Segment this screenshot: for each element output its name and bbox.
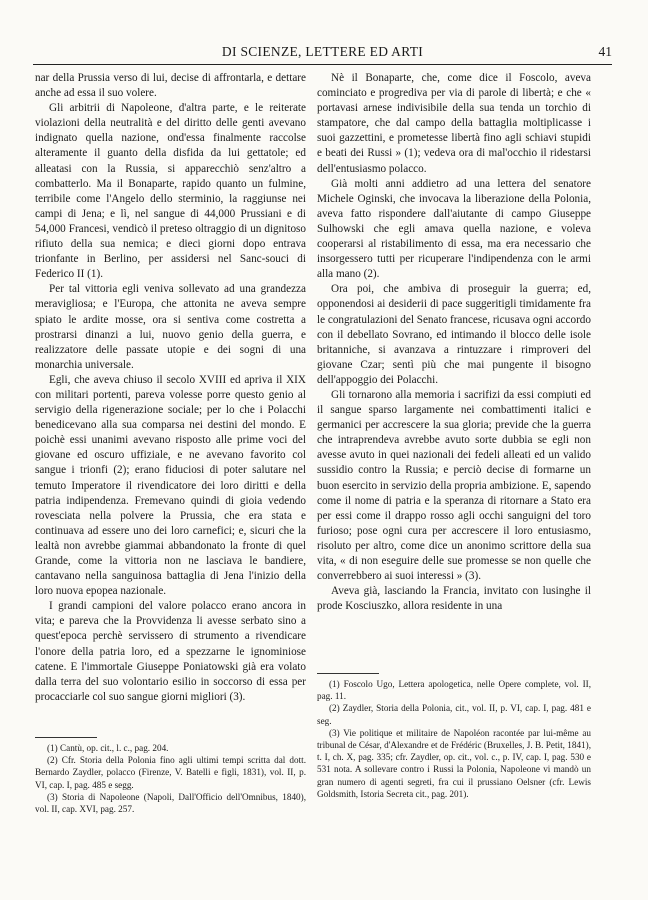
paragraph: Gli tornarono alla memoria i sacrifizi da essi compiuti ed il sangue sparso largamente nei combattimenti italici e germanici per accrescere la sua gloria; previde che la guerra che intraprendeva avrebbe avuto sorte dubbia se egli non avesse avuto in quei nazionali dei fedeli alleati ed un valido sussidio contro la Russia; e perciò decise di formarne un buon esercito in servizio della propria ambizione. E, sapendo come il nome di patria e la speranza di ritornare a Stato era per essi come il drappo rosso agli occhi sanguigni del toro furioso; pose ogni cura per accrescere il loro entusiasmo, risoluto per altro, come dice un anonimo scrittore della sua vita, « di non eseguire delle sue promesse se non quelle che converrebbero ai suoi interessi » (3). (317, 388, 591, 583)
left-footnotes (35, 742, 306, 815)
paragraph: Gli arbitrii di Napoleone, d'altra parte, e le reiterate violazioni della neutralità e del diritto delle genti avevano indignato quella nazione, ond'essa finalmente raccolse alteramente il guanto della disfida da lui gettatole; ed alleatasi con la Russia, si apparecchiò senz'altro a combatterlo. Ma il Bonaparte, rapido quanto un fulmine, terribile come l'Angelo dello sterminio, la raggiunse nei campi di Jena; e lì, nel sangue di 44,000 Prussiani e di 54,000 Francesi, vendicò il preteso oltraggio di un dignitoso rifiuto della sua nemica; e dieci giorni dopo entrava trionfante in Berlino, per assidersi nel Sanc-souci di Federico II (1). (35, 102, 306, 281)
paragraph: Per tal vittoria egli veniva sollevato ad una grandezza meravigliosa; e l'Europa, che attonita ne aveva sempre spiato le ardite mosse, ora si sentiva come costretta a prostrarsi dinanzi a lui, nuovo genio della guerra, e realizzatore delle passate utopie e dei sogni di una monarchia universale. (35, 283, 306, 371)
paragraph: Aveva già, lasciando la Francia, invitato con lusinghe il prode Kosciuszko, allora residente in una (317, 585, 591, 613)
running-title: DI SCIENZE, LETTERE ED ARTI (221, 44, 424, 59)
paragraph: nar della Prussia verso di lui, decise di affrontarla, e dettare anche ad essa il suo volere. (35, 72, 306, 100)
left-column (35, 71, 306, 705)
footnote: (1) Cantù, op. cit., l. c., pag. 204. (47, 743, 169, 753)
running-header (33, 44, 612, 66)
footnote-rule-right (317, 673, 379, 674)
paragraph: Ora poi, che ambiva di proseguir la guerra; ed, opponendosi ai desiderii di pace suggeritigli timidamente fra le congratulazioni del Senato francese, ricusava ogni accordo con il debellato Sovrano, ed intimando il blocco delle isole britanniche, si avanzava a rintuzzare i rimproveri del giovane Czar; sentì più che mai pungente il bisogno dell'appoggio dei Polacchi. (317, 283, 591, 386)
paragraph: Già molti anni addietro ad una lettera del senatore Michele Oginski, che invocava la liberazione della Polonia, aveva fatto rispondere dall'aiutante di campo Giuseppe Sulhowski che egli amava quella nazione, e voleva cooperarsi al ristabilimento di essa, ma era necessario che insorgessero tutti per ricuperare l'indipendenza con le armi alla mano (2). (317, 177, 591, 281)
header-rule (33, 64, 612, 65)
page-number: 41 (598, 44, 612, 59)
footnote: (2) Cfr. Storia della Polonia fino agli ultimi tempi scritta dal dott. Bernardo Zaydler, polacco (Firenze, V. Batelli e figli, 1831), vol. II, p. VI, cap. I, pag. 485 e segg. (35, 755, 306, 790)
right-footnotes (317, 678, 591, 800)
paragraph: Egli, che aveva chiuso il secolo XVIII ed apriva il XIX con militari portenti, pareva volesse porre questo genio al servigio della rigenerazione sociale; per lo che i Polacchi benedicevano alla sua comparsa nei destini del mondo. E poichè essi unanimi avevano risposto alle prime voci del giovane ed oscuro uffiziale, e ne avevano favorito col sangue i trionfi (2); erano fiduciosi di poter salutare nel temuto Imperatore il rivendicatore dei loro diritti e della patria indipendenza. Fremevano quindi di gioia vedendo rovesciata nella polvere la Prussia, che era stata e continuava ad essere uno dei loro carnefici; e, sicuri che la lealtà non avrebbe giammai abbandonato la fronte di quel Grande, come la vittoria non ne lasciava le bandiere, cantavano nella sanguinosa battaglia di Jena l'inizio della loro nuova epopea nazionale. (35, 373, 306, 598)
paragraph: I grandi campioni del valore polacco erano ancora in vita; e pareva che la Provvidenza li avesse serbato sino a quest'epoca perchè servissero di strumento a rivendicare l'onore della patria loro, ed a spezzarne le ignominiose catene. E l'immortale Giuseppe Poniatowski già era volato dalla terra del suo volontario esilio in soccorso di essa per procacciarle col suo sangue giorni migliori (3). (35, 600, 306, 703)
right-column (317, 71, 591, 614)
paragraph: Nè il Bonaparte, che, come dice il Foscolo, aveva cominciato e progrediva per via di parole di libertà; e che « portavasi arnese indivisibile della sua tenda un torchio di stampatore, che dal campo della battaglia moltiplicasse i suoi gazzettini, e prometesse libertà fino agli schiavi stupidi e beati dei Russi » (1); vedeva ora di mal'occhio il ridestarsi dell'entusiasmo polacco. (317, 72, 591, 175)
footnote-rule-left (35, 737, 97, 738)
footnote: (3) Vie politique et militaire de Napoléon racontée par lui-même au tribunal de César, d'Alexandre et de Frédéric (Bruxelles, J. B. Petit, 1841), t. I, ch. X, pag. 335; cfr. Zaydler, op. cit., vol. c., p. IV, cap. I, pag. 530 e 531 nota. A sollevare contro i Russi la Polonia, Napoleone vi mandò un gran numero di agenti segreti, fra cui il prussiano Oelsner (cfr. Lewis Goldsmith, Istoria Secreta cit., pag. 201). (317, 727, 591, 799)
footnote: (3) Storia di Napoleone (Napoli, Dall'Officio dell'Omnibus, 1840), vol. II, cap. XVI, pag. 257. (35, 791, 306, 815)
footnote: (1) Foscolo Ugo, Lettera apologetica, nelle Opere complete, vol. II, pag. 11. (317, 679, 591, 702)
footnote: (2) Zaydler, Storia della Polonia, cit., vol. II, p. VI, cap. I, pag. 481 e seg. (317, 703, 591, 726)
